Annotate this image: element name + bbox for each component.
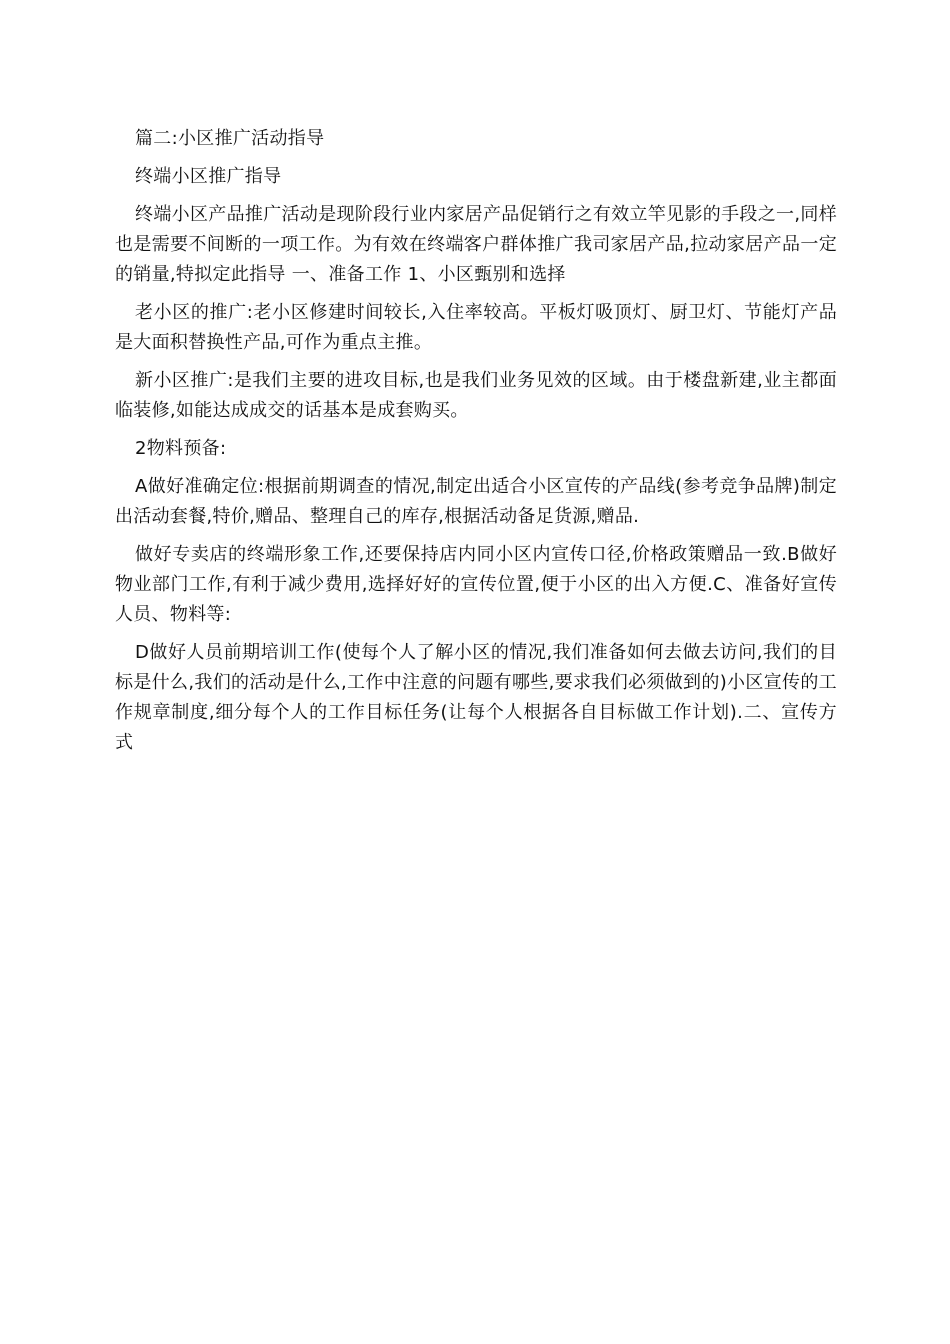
paragraph-store-image: 做好专卖店的终端形象工作,还要保持店内同小区内宣传口径,价格政策赠品一致.B做好物业部门工作,有利于减少费用,选择好好的宣传位置,便于小区的出入方便.C、准备好宣传人员、物料等: bbox=[115, 544, 837, 625]
paragraph-training: D做好人员前期培训工作(使每个人了解小区的情况,我们准备如何去做去访问,我们的目标是什么,我们的活动是什么,工作中注意的问题有哪些,要求我们必须做到的)小区宣传的工作规章制度,细分每个人的工作目标任务(让每个人根据各自目标做工作计划).二、宣传方式 bbox=[115, 642, 837, 753]
document-body bbox=[115, 124, 837, 766]
paragraph-positioning: A做好准确定位:根据前期调查的情况,制定出适合小区宣传的产品线(参考竞争品牌)制定出活动套餐,特价,赠品、整理自己的库存,根据活动备足货源,赠品. bbox=[115, 476, 837, 527]
paragraph-new-community: 新小区推广:是我们主要的进攻目标,也是我们业务见效的区域。由于楼盘新建,业主都面临装修,如能达成成交的话基本是成套购买。 bbox=[115, 370, 837, 421]
paragraph-materials-heading: 2物料预备: bbox=[135, 438, 227, 459]
paragraph-intro: 终端小区产品推广活动是现阶段行业内家居产品促销行之有效立竿见影的手段之一,同样也是需要不间断的一项工作。为有效在终端客户群体推广我司家居产品,拉动家居产品一定的销量,特拟定此指导 一、准备工作 1、小区甄别和选择 bbox=[115, 204, 837, 285]
document-subheading: 终端小区推广指导 bbox=[135, 166, 282, 187]
document-heading: 篇二:小区推广活动指导 bbox=[135, 128, 325, 149]
paragraph-old-community: 老小区的推广:老小区修建时间较长,入住率较高。平板灯吸顶灯、厨卫灯、节能灯产品是大面积替换性产品,可作为重点主推。 bbox=[115, 302, 837, 353]
